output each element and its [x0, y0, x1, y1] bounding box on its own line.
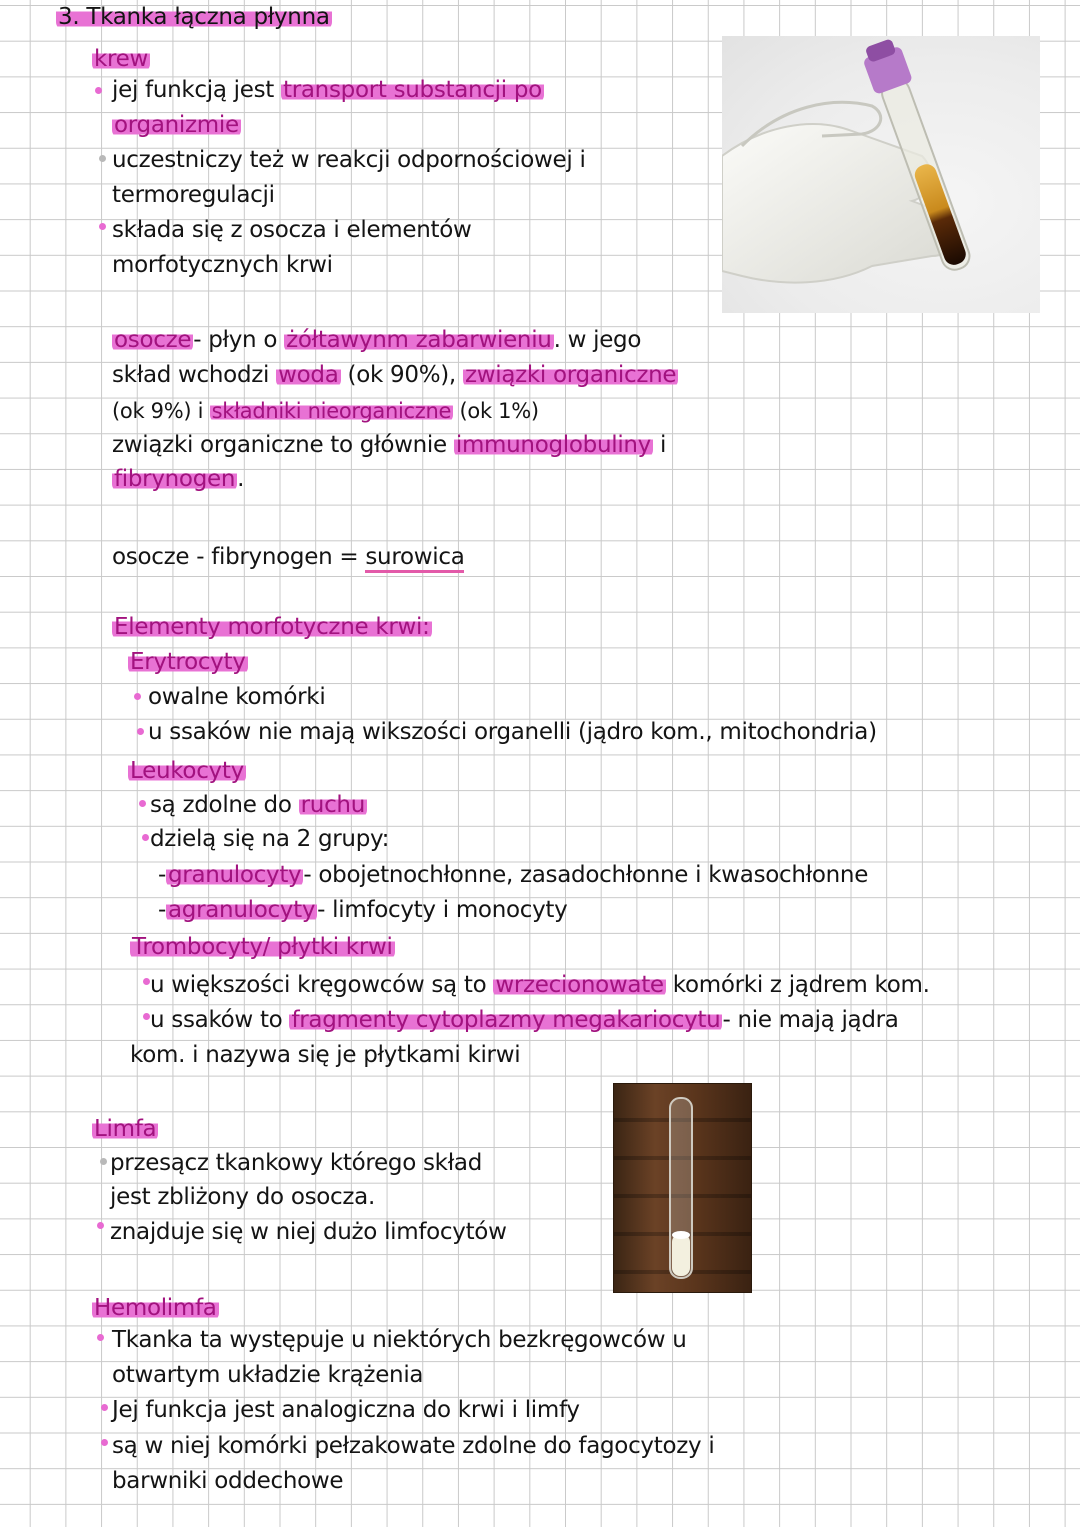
text: - nie mają jądra	[722, 1007, 899, 1033]
section-title-text: 3. Tkanka łączna płynna	[58, 4, 330, 30]
leukocyty-heading-text: Leukocyty	[130, 758, 244, 784]
erytrocyty-bullet-2: u ssaków nie mają wikszości organelli (jądro kom., mitochondria)	[148, 719, 877, 745]
leukocyty-heading	[128, 756, 246, 786]
highlight: woda	[278, 362, 339, 388]
limfa-bullet-2: znajduje się w niej dużo limfocytów	[110, 1219, 507, 1245]
bullet-icon	[99, 223, 106, 230]
hemolimfa-heading-text: Hemolimfa	[94, 1295, 217, 1321]
erytrocyty-bullet-1: owalne komórki	[148, 684, 326, 710]
osocze-line-2	[112, 360, 678, 390]
bullet-icon	[143, 978, 150, 985]
text: - obojetnochłonne, zasadochłonne i kwasochłonne	[303, 862, 869, 888]
highlight: żółtawynm zabarwieniu	[286, 327, 552, 353]
text: - płyn o	[193, 327, 278, 353]
bullet-icon	[101, 1404, 108, 1411]
elementy-heading-text: Elementy morfotyczne krwi:	[114, 614, 430, 640]
highlight: immunoglobuliny	[455, 432, 651, 458]
highlight: organizmie	[114, 112, 239, 138]
krew-bullet-3: składa się z osocza i elementów	[112, 217, 472, 243]
trombocyty-bullet-2	[150, 1005, 899, 1035]
highlight: granulocyty	[168, 862, 302, 888]
osocze-line-1	[112, 325, 641, 355]
krew-bullet-1-cont	[112, 110, 241, 140]
hemolimfa-bullet-3-cont: barwniki oddechowe	[112, 1468, 344, 1494]
text: - limfocyty i monocyty	[317, 897, 568, 923]
hemolimfa-bullet-2: Jej funkcja jest analogiczna do krwi i limfy	[112, 1397, 580, 1423]
text: u większości kręgowców są to	[150, 972, 487, 998]
bullet-icon	[97, 1222, 104, 1229]
limfa-bullet-1-cont: jest zbliżony do osocza.	[110, 1184, 375, 1210]
bullet-icon	[95, 87, 102, 94]
hemolimfa-bullet-1-cont: otwartym układzie krążenia	[112, 1362, 424, 1388]
blood-tube-photo	[722, 36, 1040, 313]
highlight: transport substancji po	[283, 77, 542, 103]
hemolimfa-bullet-3: są w niej komórki pełzakowate zdolne do fagocytozy i	[112, 1433, 715, 1459]
text: związki organiczne to głównie	[112, 432, 447, 458]
bullet-icon	[101, 1439, 108, 1446]
osocze-line-3	[112, 396, 539, 426]
limfa-heading-text: Limfa	[94, 1116, 157, 1142]
bullet-icon	[97, 1334, 104, 1341]
text: skład wchodzi	[112, 362, 270, 388]
bullet-icon	[137, 728, 144, 735]
leukocyty-group-1: -granulocyty- obojetnochłonne, zasadochłonne i kwasochłonne	[158, 862, 869, 888]
leukocyty-bullet-2: dzielą się na 2 grupy:	[150, 826, 390, 852]
highlight: wrzecionowate	[495, 972, 664, 998]
text: (ok 1%)	[459, 399, 539, 423]
highlight: fibrynogen	[114, 466, 236, 492]
highlight: związki organiczne	[464, 362, 677, 388]
highlight: ruchu	[300, 792, 365, 818]
krew-bullet-3-cont: morfotycznych krwi	[112, 252, 333, 278]
hemolimfa-heading	[92, 1293, 219, 1323]
osocze-line-5	[112, 464, 244, 494]
highlight: składniki nieorganiczne	[211, 399, 452, 423]
surowica-term: surowica	[365, 544, 464, 573]
text: osocze - fibrynogen =	[112, 544, 359, 570]
surowica-line	[112, 542, 464, 572]
highlight: fragmenty cytoplazmy megakariocytu	[291, 1007, 721, 1033]
text: (ok 9%) i	[112, 399, 204, 423]
text: .	[237, 466, 245, 492]
text: u ssaków to	[150, 1007, 283, 1033]
trombocyty-bullet-2-cont: kom. i nazywa się je płytkami kirwi	[130, 1042, 521, 1068]
bullet-icon	[134, 693, 141, 700]
limfa-bullet-1: przesącz tkankowy którego skład	[110, 1150, 483, 1176]
bullet-icon	[143, 1013, 150, 1020]
elementy-heading	[112, 612, 432, 642]
leukocyty-bullet-1	[150, 790, 367, 820]
trombocyty-bullet-1	[150, 970, 930, 1000]
lymph-tube-photo	[613, 1083, 752, 1293]
text: i	[660, 432, 667, 458]
erytrocyty-heading-text: Erytrocyty	[130, 649, 246, 675]
highlight: agranulocyty	[168, 897, 316, 923]
erytrocyty-heading	[128, 647, 248, 677]
text: . w jego	[553, 327, 642, 353]
text: są zdolne do	[150, 792, 292, 818]
section-title	[56, 2, 332, 32]
bullet-icon	[99, 155, 106, 162]
krew-bullet-2-cont: termoregulacji	[112, 182, 275, 208]
trombocyty-heading	[130, 932, 395, 962]
bullet-icon	[139, 800, 146, 807]
krew-heading-text: krew	[94, 46, 149, 72]
trombocyty-heading-text: Trombocyty/ płytki krwi	[132, 934, 393, 960]
bullet-icon	[100, 1158, 107, 1165]
krew-bullet-1	[112, 75, 544, 105]
blood-tube-image	[722, 36, 1040, 313]
hemolimfa-bullet-1: Tkanka ta występuje u niektórych bezkręgowców u	[112, 1327, 687, 1353]
text: komórki z jądrem kom.	[672, 972, 930, 998]
osocze-term: osocze	[114, 327, 192, 353]
krew-heading	[92, 44, 150, 74]
bullet-icon	[142, 834, 149, 841]
osocze-line-4	[112, 430, 666, 460]
leukocyty-group-2: -agranulocyty- limfocyty i monocyty	[158, 897, 568, 923]
limfa-heading	[92, 1114, 158, 1144]
lymph-tube-image	[614, 1084, 751, 1292]
text: (ok 90%),	[347, 362, 456, 388]
krew-bullet-2: uczestniczy też w reakcji odpornościowej i	[112, 147, 586, 173]
text: jej funkcją jest	[112, 77, 274, 103]
